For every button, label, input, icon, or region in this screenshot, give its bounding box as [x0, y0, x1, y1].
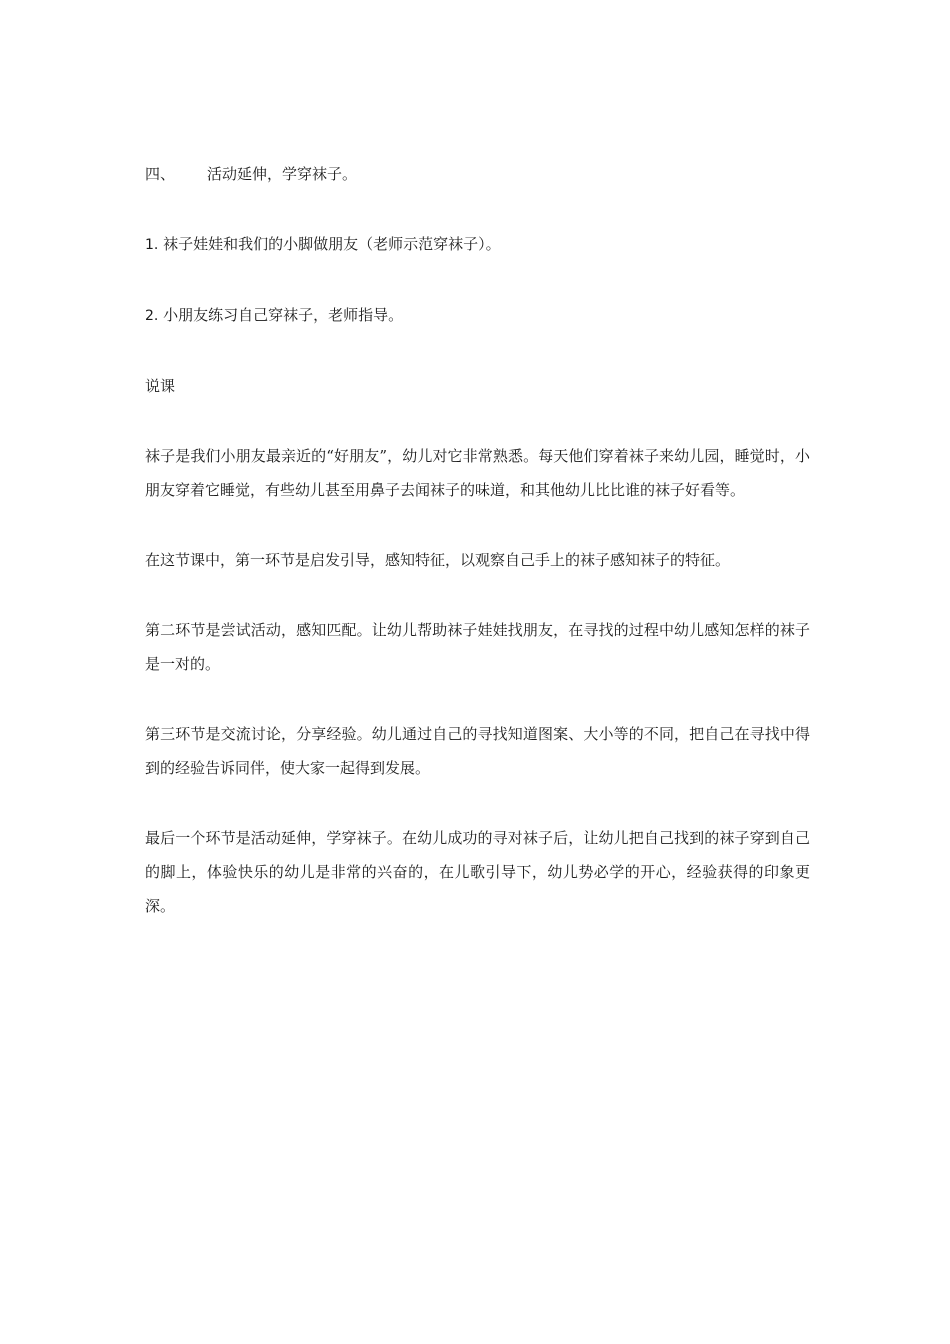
paragraph: 最后一个环节是活动延伸，学穿袜子。在幼儿成功的寻对袜子后，让幼儿把自己找到的袜子穿到自己的脚上，体验快乐的幼儿是非常的兴奋的，在儿歌引导下，幼儿势必学的开心，经验获得的印象更深。 [145, 829, 810, 915]
step-text: 袜子娃娃和我们的小脚做朋友（老师示范穿袜子）。 [163, 235, 501, 253]
section-number: 四、 [145, 165, 176, 183]
paragraph: 第二环节是尝试活动，感知匹配。让幼儿帮助袜子娃娃找朋友，在寻找的过程中幼儿感知怎样的袜子是一对的。 [145, 621, 810, 673]
step-text: 小朋友练习自己穿袜子，老师指导。 [163, 306, 404, 324]
paragraph: 袜子是我们小朋友最亲近的“好朋友”，幼儿对它非常熟悉。每天他们穿着袜子来幼儿园，睡觉时，小朋友穿着它睡觉，有些幼儿甚至用鼻子去闻袜子的味道，和其他幼儿比比谁的袜子好看等。 [145, 447, 810, 499]
paragraph: 第三环节是交流讨论，分享经验。幼儿通过自己的寻找知道图案、大小等的不同，把自己在寻找中得到的经验告诉同伴，使大家一起得到发展。 [145, 725, 810, 777]
section-title: 活动延伸，学穿袜子。 [207, 165, 358, 183]
paragraph: 在这节课中，第一环节是启发引导，感知特征，以观察自己手上的袜子感知袜子的特征。 [145, 551, 731, 569]
section-heading [145, 157, 810, 191]
subtitle: 说课 [145, 377, 176, 395]
step-item [145, 298, 810, 333]
step-number: 2. [145, 308, 159, 324]
document-body [145, 157, 810, 923]
step-item [145, 227, 810, 262]
step-number: 1. [145, 237, 159, 253]
